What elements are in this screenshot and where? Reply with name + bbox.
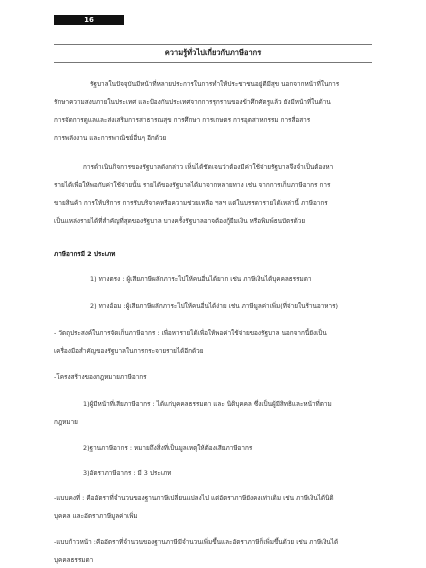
paragraph-2-line: รายได้เพื่อให้พอกับค่าใช้จ่ายนั้น รายได้ของรัฐบาลได้มาจากหลายทาง เช่น จากการเก็บภาษีอากร การ — [54, 181, 331, 189]
rate-proportional-line: -แบบคงที่ : คืออัตราที่จำนวนของฐานภาษีเปลี่ยนแปลงไป แต่อัตราภาษียังคงเท่าเดิม เช่น ภาษีเงินได้นิติ — [54, 494, 334, 502]
paragraph-2-line: ขายสินค้า การให้บริการ การรับบริจาคหรือความช่วยเหลือ ฯลฯ แต่ในบรรดารายได้เหล่านี้ ภาษีอากร — [54, 199, 328, 207]
tax-types-heading: ภาษีอากรมี 2 ประเภท — [54, 250, 116, 258]
title-rule-bottom — [54, 62, 372, 63]
page-number: 16 — [84, 16, 94, 24]
paragraph-1-line: การจัดการดูแลและส่งเสริมการสาธารณสุข การศึกษา การเกษตร การอุตสาหกรรม การสื่อสาร — [54, 116, 311, 124]
structure-heading: -โครงสร้างของกฎหมายภาษีอากร — [54, 373, 147, 381]
paragraph-1-line: รักษาความสงบภายในประเทศ และป้องกันประเทศจากการรุกรานของข้าศึกศัตรูแล้ว ยังมีหน้าที่ในด้าน — [54, 98, 331, 106]
paragraph-2-line: การดำเนินกิจการของรัฐบาลดังกล่าว เห็นได้ชัดเจนว่าต้องมีค่าใช้จ่ายรัฐบาลจึงจำเป็นต้องหา — [83, 163, 334, 171]
structure-item-3: 3)อัตราภาษีอากร : มี 3 ประเภท — [83, 469, 172, 477]
page-title: ความรู้ทั่วไปเกี่ยวกับภาษีอากร — [164, 48, 262, 57]
rate-proportional-line: บุคคล และอัตราภาษีมูลค่าเพิ่ม — [54, 512, 138, 520]
title-rule-top — [54, 44, 372, 45]
rate-progressive-line: บุคคลธรรมดา — [54, 556, 94, 564]
tax-type-direct: 1) ทางตรง : ผู้เสียภาษีผลักภาระไปให้คนอื่นได้ยาก เช่น ภาษีเงินได้บุคคลธรรมดา — [90, 275, 312, 283]
paragraph-2-line: เป็นแหล่งรายได้ที่สำคัญที่สุดของรัฐบาล บางครั้งรัฐบาลอาจต้องกู้ยืมเงิน หรือพิมพ์ธนบัตรด้วย — [54, 217, 306, 225]
rate-progressive-line: -แบบก้าวหน้า :คืออัตราที่จำนวนของฐานภาษีมีจำนวนเพิ่มขึ้นและอัตราภาษีก็เพิ่มขึ้นด้วย เช่น ภาษีเงินได้ — [54, 538, 339, 546]
paragraph-1-line: รัฐบาลในปัจจุบันมีหน้าที่หลายประการในการทำให้ประชาชนอยู่ดีมีสุข นอกจากหน้าที่ในการ — [90, 80, 340, 88]
objective-line: - วัตถุประสงค์ในการจัดเก็บภาษีอากร : เพื่อหารายได้เพื่อให้พอค่าใช้จ่ายของรัฐบาล นอกจากนี้ยังเป็น — [54, 329, 327, 337]
structure-item-1-line: กฎหมาย — [54, 418, 78, 426]
structure-item-2: 2)ฐานภาษีอากร : หมายถึงสิ่งที่เป็นมูลเหตุให้ต้องเสียภาษีอากร — [83, 444, 253, 452]
structure-item-1-line: 1)ผู้มีหน้าที่เสียภาษีอากร : ได้แก่บุคคลธรรมดา และ นิติบุคคล ซึ่งเป็นผู้มีสิทธิและหน้าที่ตาม — [83, 400, 332, 408]
paragraph-1-line: การพลังงาน และการพาณิชย์อื่นๆ อีกด้วย — [54, 134, 167, 142]
objective-line: เครื่องมือสำคัญของรัฐบาลในการกระจายรายได้อีกด้วย — [54, 347, 204, 355]
tax-type-indirect: 2) ทางอ้อม :ผู้เสียภาษีผลักภาระไปให้คนอื่นได้ง่าย เช่น ภาษีมูลค่าเพิ่ม(ที่จ่ายในร้านอาหาร) — [90, 302, 339, 310]
